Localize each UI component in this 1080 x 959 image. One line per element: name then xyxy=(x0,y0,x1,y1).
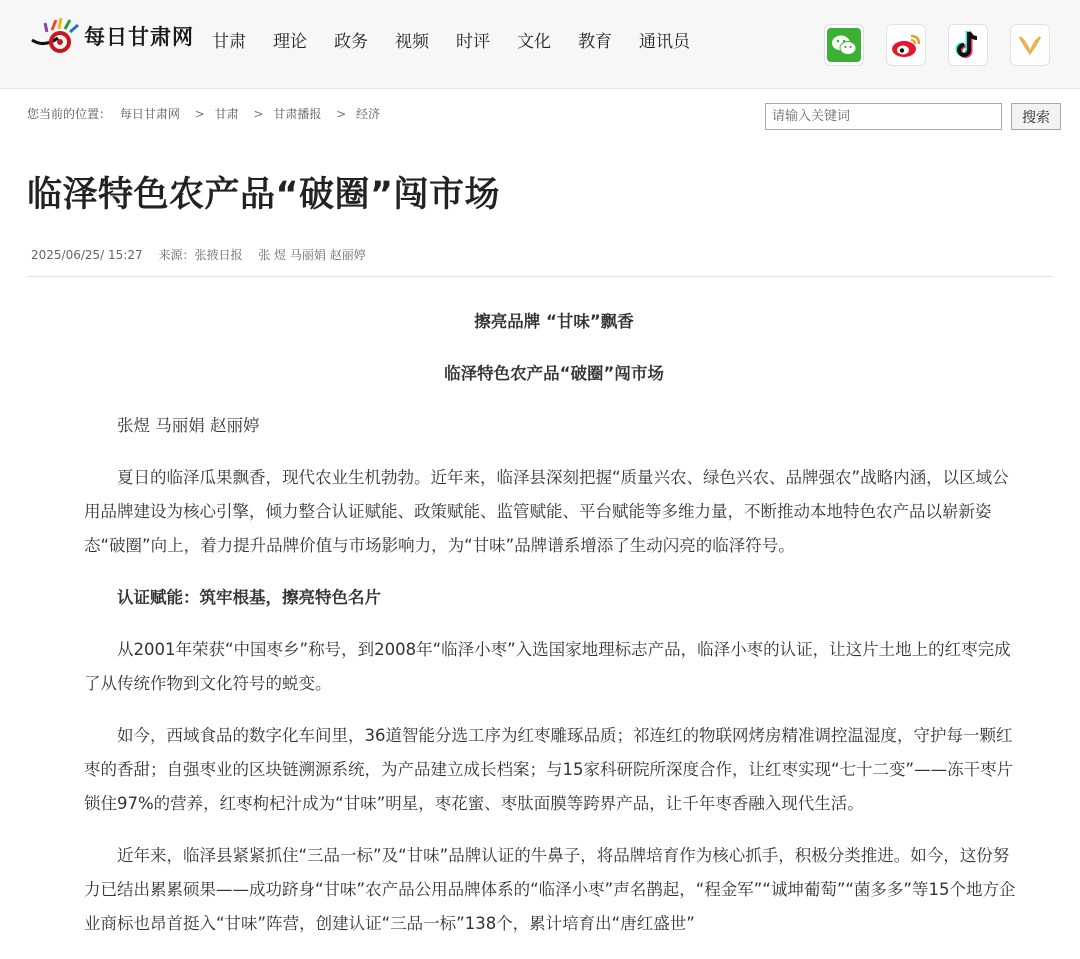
nav-item-correspondent[interactable]: 通讯员 xyxy=(639,32,690,52)
breadcrumb-item-gansu[interactable]: 甘肃 xyxy=(214,107,239,121)
nav-item-theory[interactable]: 理论 xyxy=(273,32,307,52)
article-meta xyxy=(31,246,378,263)
nav-item-video[interactable]: 视频 xyxy=(395,32,429,52)
article-paragraph: 从2001年荣获“中国枣乡”称号，到2008年“临泽小枣”入选国家地理标志产品，临泽小枣的认证，让这片土地上的红枣完成了从传统作物到文化符号的蜕变。 xyxy=(84,640,1011,693)
weibo-icon[interactable] xyxy=(886,24,926,66)
article-paragraph: 近年来，临泽县紧紧抓住“三品一标”及“甘味”品牌认证的牛鼻子，将品牌培育作为核心抓手，积极分类推进。如今，这份努力已结出累累硕果——成功跻身“甘味”农产品公用品牌体系的“临泽小枣”声名鹊起，“程金军”“诚坤葡萄”“菌多多”等15个地方企业商标也昂首挺入“甘味”阵营，创建认证“三品一标”138个，累计培育出“唐红盛世” xyxy=(84,846,1016,933)
article-paragraph: 夏日的临泽瓜果飘香，现代农业生机勃勃。近年来，临泽县深刻把握“质量兴农、绿色兴农、品牌强农”战略内涵，以区域公用品牌建设为核心引擎，倾力整合认证赋能、政策赋能、监管赋能、平台赋能等多维力量，不断推动本地特色农产品以崭新姿态“破圈”向上，着力提升品牌价值与市场影响力，为“甘味”品牌谱系增添了生动闪亮的临泽符号。 xyxy=(84,468,1009,555)
article-subtitle: 擦亮品牌 “甘味”飘香 xyxy=(474,312,634,331)
breadcrumb-item-economy[interactable]: 经济 xyxy=(356,107,381,121)
tiktok-icon[interactable] xyxy=(948,24,988,66)
article-byline: 张煜 马丽娟 赵丽婷 xyxy=(117,416,260,435)
article-source: 来源：张掖日报 xyxy=(158,248,243,262)
article-authors: 张 煜 马丽娟 赵丽婷 xyxy=(258,248,366,262)
article-date: 2025/06/25/ 15:27 xyxy=(31,248,143,262)
nav-item-gansu[interactable]: 甘肃 xyxy=(212,32,246,52)
breadcrumb-item-home[interactable]: 每日甘肃网 xyxy=(119,107,180,121)
nav-item-culture[interactable]: 文化 xyxy=(517,32,551,52)
site-header xyxy=(0,0,1080,89)
logo-mark-icon xyxy=(30,18,82,54)
logo-text: 每日甘肃网 xyxy=(84,25,194,49)
article-section-heading: 认证赋能：筑牢根基，擦亮特色名片 xyxy=(117,588,381,607)
main-nav xyxy=(212,30,690,54)
wechat-icon[interactable] xyxy=(824,24,864,66)
search-button[interactable]: 搜索 xyxy=(1011,103,1061,130)
nav-item-commentary[interactable]: 时评 xyxy=(456,32,490,52)
app-icon[interactable] xyxy=(1010,24,1050,66)
nav-item-government[interactable]: 政务 xyxy=(334,32,368,52)
breadcrumb-label: 您当前的位置： xyxy=(27,107,112,121)
breadcrumb-separator: > xyxy=(253,107,264,121)
article-subtitle: 临泽特色农产品“破圈”闯市场 xyxy=(444,364,664,383)
breadcrumb xyxy=(27,105,385,122)
site-logo[interactable] xyxy=(30,14,194,58)
page-title: 临泽特色农产品“破圈”闯市场 xyxy=(27,175,501,215)
breadcrumb-bar xyxy=(0,89,1080,149)
search-input[interactable] xyxy=(765,103,1002,130)
breadcrumb-item-broadcast[interactable]: 甘肃播报 xyxy=(273,107,322,121)
article-paragraph: 如今，西域食品的数字化车间里，36道智能分选工序为红枣雕琢品质；祁连红的物联网烤房精准调控温湿度，守护每一颗红枣的香甜；自强枣业的区块链溯源系统，为产品建立成长档案；与15家科研院所深度合作，让红枣实现“七十二变”——冻干枣片锁住97%的营养，红枣枸杞汁成为“甘味”明星，枣花蜜、枣肽面膜等跨界产品，让千年枣香融入现代生活。 xyxy=(84,726,1014,813)
nav-item-education[interactable]: 教育 xyxy=(578,32,612,52)
divider xyxy=(27,276,1053,277)
social-links xyxy=(802,24,1050,66)
breadcrumb-separator: > xyxy=(194,107,205,121)
article-body xyxy=(84,305,1024,959)
breadcrumb-separator: > xyxy=(336,107,347,121)
